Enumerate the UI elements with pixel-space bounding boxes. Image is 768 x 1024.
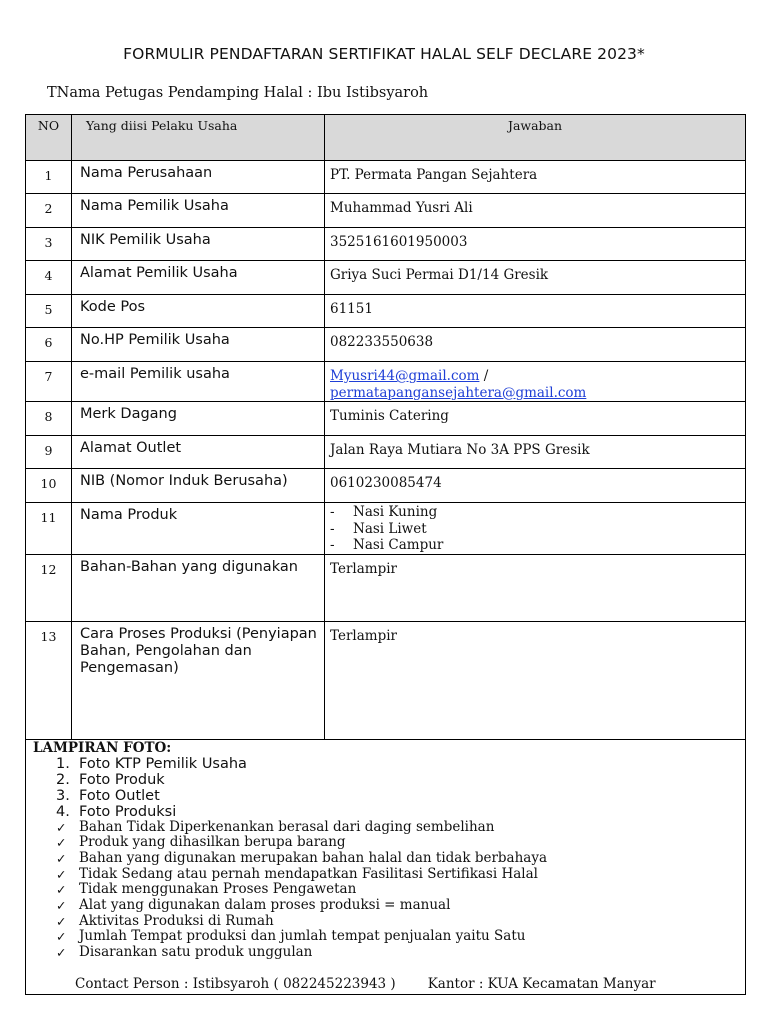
attachments-heading: LAMPIRAN FOTO: (33, 739, 172, 756)
row-number: 7 (26, 362, 72, 402)
table-row (26, 402, 746, 436)
row-answer: 082233550638 (325, 328, 746, 362)
item-number: 3. (56, 787, 70, 804)
item-number: 4. (56, 803, 70, 820)
row-answer: Tuminis Catering (325, 402, 746, 436)
table-row (26, 554, 746, 621)
criteria-list (26, 820, 745, 961)
checkmark-icon: ✓ (56, 835, 67, 851)
officer-line: TNama Petugas Pendamping Halal : Ibu Istibsyaroh (47, 85, 429, 101)
contact-line (26, 961, 745, 994)
row-answer (325, 503, 746, 555)
row-number: 12 (26, 554, 72, 621)
row-answer (325, 362, 746, 402)
row-field: Alamat Outlet (72, 436, 325, 469)
attachments-section (26, 739, 746, 994)
row-field: Nama Produk (72, 503, 325, 555)
company-email-link[interactable]: permatapangansejahtera@gmail.com (330, 384, 587, 401)
item-label: Foto Produk (79, 771, 165, 788)
row-answer: Griya Suci Permai D1/14 Gresik (325, 261, 746, 295)
list-item (26, 851, 745, 867)
row-field: Bahan-Bahan yang digunakan (72, 554, 325, 621)
row-field: e-mail Pemilik usaha (72, 362, 325, 402)
criteria-text: Bahan yang digunakan merupakan bahan halal dan tidak berbahaya (79, 849, 548, 866)
row-answer: Terlampir (325, 554, 746, 621)
row-field: Kode Pos (72, 295, 325, 328)
row-answer: Jalan Raya Mutiara No 3A PPS Gresik (325, 436, 746, 469)
row-number: 10 (26, 469, 72, 503)
criteria-text: Produk yang dihasilkan berupa barang (79, 834, 346, 851)
table-row (26, 328, 746, 362)
table-row (26, 362, 746, 402)
list-item: - Nasi Liwet (330, 521, 745, 538)
list-item (26, 867, 745, 883)
row-field: Merk Dagang (72, 402, 325, 436)
list-item (26, 945, 745, 961)
form-title: FORMULIR PENDAFTARAN SERTIFIKAT HALAL SELF DECLARE 2023* (123, 45, 645, 63)
criteria-text: Alat yang digunakan dalam proses produksi = manual (79, 897, 451, 914)
checkmark-icon: ✓ (56, 882, 67, 898)
criteria-text: Aktivitas Produksi di Rumah (79, 912, 274, 929)
table-row (26, 436, 746, 469)
list-item (26, 835, 745, 851)
list-item (26, 804, 745, 820)
checkmark-icon: ✓ (56, 898, 67, 914)
row-field: Nama Perusahaan (72, 161, 325, 194)
item-number: 2. (56, 771, 70, 788)
table-row (26, 469, 746, 503)
header-field: Yang diisi Pelaku Usaha (72, 115, 325, 161)
row-number: 11 (26, 503, 72, 555)
checkmark-icon: ✓ (56, 929, 67, 945)
row-field: No.HP Pemilik Usaha (72, 328, 325, 362)
email-separator: / (479, 368, 489, 384)
registration-table (25, 114, 746, 995)
row-number: 5 (26, 295, 72, 328)
checkmark-icon: ✓ (56, 866, 67, 882)
list-item (26, 788, 745, 804)
photo-list (26, 756, 745, 820)
criteria-text: Tidak menggunakan Proses Pengawetan (79, 881, 357, 898)
row-answer: Muhammad Yusri Ali (325, 194, 746, 228)
table-row (26, 295, 746, 328)
table-row (26, 621, 746, 739)
row-number: 4 (26, 261, 72, 295)
row-number: 13 (26, 621, 72, 739)
item-label: Foto Outlet (79, 787, 160, 804)
row-field: NIK Pemilik Usaha (72, 228, 325, 261)
row-answer: Terlampir (325, 621, 746, 739)
header-no: NO (26, 115, 72, 161)
list-item (26, 756, 745, 772)
list-item (26, 772, 745, 788)
checkmark-icon: ✓ (56, 850, 67, 866)
row-number: 6 (26, 328, 72, 362)
row-answer: 0610230085474 (325, 469, 746, 503)
table-row (26, 503, 746, 555)
row-number: 2 (26, 194, 72, 228)
row-field: Alamat Pemilik Usaha (72, 261, 325, 295)
owner-email-link[interactable]: Myusri44@gmail.com (330, 368, 480, 384)
contact-person: Contact Person : Istibsyaroh ( 082245223943 ) (75, 975, 396, 992)
office-info: Kantor : KUA Kecamatan Manyar (427, 975, 656, 992)
list-item (26, 929, 745, 945)
table-row (26, 228, 746, 261)
row-answer: 61151 (325, 295, 746, 328)
checkmark-icon: ✓ (56, 913, 67, 929)
list-item (26, 898, 745, 914)
attachments-row (26, 739, 746, 994)
row-field: Nama Pemilik Usaha (72, 194, 325, 228)
item-number: 1. (56, 755, 70, 772)
row-answer: PT. Permata Pangan Sejahtera (325, 161, 746, 194)
row-field: Cara Proses Produksi (Penyiapan Bahan, Pengolahan dan Pengemasan) (72, 621, 325, 739)
item-label: Foto Produksi (79, 803, 177, 820)
row-number: 9 (26, 436, 72, 469)
row-number: 8 (26, 402, 72, 436)
row-answer: 3525161601950003 (325, 228, 746, 261)
row-number: 1 (26, 161, 72, 194)
row-number: 3 (26, 228, 72, 261)
table-row (26, 261, 746, 295)
list-item: - Nasi Campur (330, 537, 745, 554)
list-item (26, 882, 745, 898)
table-row (26, 194, 746, 228)
table-row (26, 161, 746, 194)
list-item (26, 914, 745, 930)
table-header-row (26, 115, 746, 161)
criteria-text: Disarankan satu produk unggulan (79, 944, 313, 961)
criteria-text: Jumlah Tempat produksi dan jumlah tempat penjualan yaitu Satu (79, 928, 526, 945)
checkmark-icon: ✓ (56, 819, 67, 835)
product-list (330, 504, 745, 554)
list-item: - Nasi Kuning (330, 504, 745, 521)
header-answer: Jawaban (325, 115, 746, 161)
checkmark-icon: ✓ (56, 945, 67, 961)
item-label: Foto KTP Pemilik Usaha (79, 755, 247, 772)
criteria-text: Tidak Sedang atau pernah mendapatkan Fasilitasi Sertifikasi Halal (79, 865, 538, 882)
row-field: NIB (Nomor Induk Berusaha) (72, 469, 325, 503)
list-item (26, 820, 745, 836)
criteria-text: Bahan Tidak Diperkenankan berasal dari daging sembelihan (79, 818, 495, 835)
